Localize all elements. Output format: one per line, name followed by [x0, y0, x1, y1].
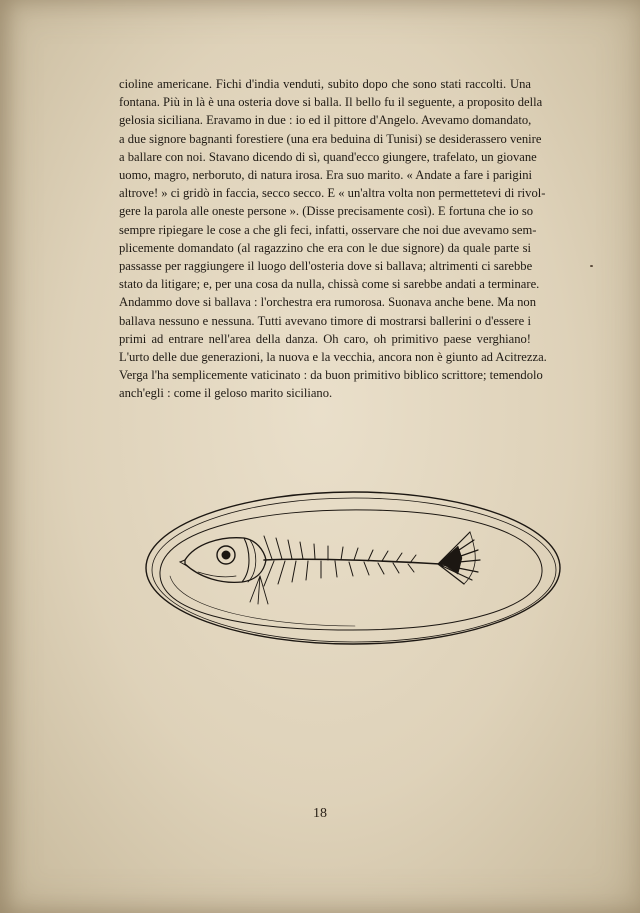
body-text — [119, 75, 547, 403]
text-line: a ballare con noi. Stavano dicendo di sì, quand'ecco giungere, trafelato, un giovane — [119, 149, 537, 164]
text-line: cioline americane. Fichi d'india venduti, subito dopo che sono stati raccolti. Una — [119, 77, 531, 91]
text-line: uomo, magro, nerboruto, di natura irosa. Era suo marito. « Andate a fare i parigini — [119, 168, 533, 183]
text-line: L'urto delle due generazioni, la nuova e la vecchia, ancora non è giunto ad Acitrezza. — [119, 350, 547, 365]
fish-head — [185, 538, 266, 583]
text-line: ballava nessuno e nessuna. Tutti avevano timore di mostrarsi ballerini o d'essere i — [119, 313, 531, 328]
text-line: Verga l'ha semplicemente vaticinato : da buon primitivo biblico scrittore; temendolo — [119, 368, 543, 383]
text-line: a due signore bagnanti forestiere (una era beduina di Tunisi) se desiderassero venire — [119, 131, 542, 146]
text-line: primi ad entrare nell'area della danza. Oh caro, oh primitivo paese verghiano! — [119, 331, 531, 346]
plate-outer-rim-2 — [152, 498, 556, 642]
text-line: Andammo dove si ballava : l'orchestra era rumorosa. Suonava anche bene. Ma non — [119, 295, 537, 310]
text-line: passasse per raggiungere il luogo dell'osteria dove si ballava; altrimenti ci sarebbe — [119, 259, 533, 274]
text-line: gere la parola alle oneste persone ». (Disse precisamente così). E fortuna che io so — [119, 204, 534, 219]
text-line: plicemente domandato (al ragazzino che era con le due signore) da quale parte si — [119, 240, 531, 255]
page-number: 18 — [313, 806, 327, 821]
text-line: anch'egli : come il geloso marito siciliano. — [119, 386, 333, 401]
text-line: gelosia siciliana. Eravamo in due : io ed il pittore d'Angelo. Avevamo domandato, — [119, 113, 532, 128]
text-line: altrove! » ci gridò in faccia, secco secco. E « un'altra volta non permettetevi di rivol- — [119, 186, 546, 201]
ink-speck — [590, 265, 593, 267]
plate-outer-rim — [146, 492, 560, 644]
text-line: stato da litigare; e, per una cosa da nulla, chissà come si sarebbe andati a terminare. — [119, 277, 540, 292]
text-line: sempre ripiegare le cose a che gli feci, infatti, osservare che noi due avevamo sem- — [119, 222, 537, 237]
fish-skeleton-illustration — [140, 480, 570, 660]
fish-spine — [264, 559, 440, 564]
text-line: fontana. Più in là è una osteria dove si balla. Il bello fu il seguente, a proposito della — [119, 95, 543, 110]
